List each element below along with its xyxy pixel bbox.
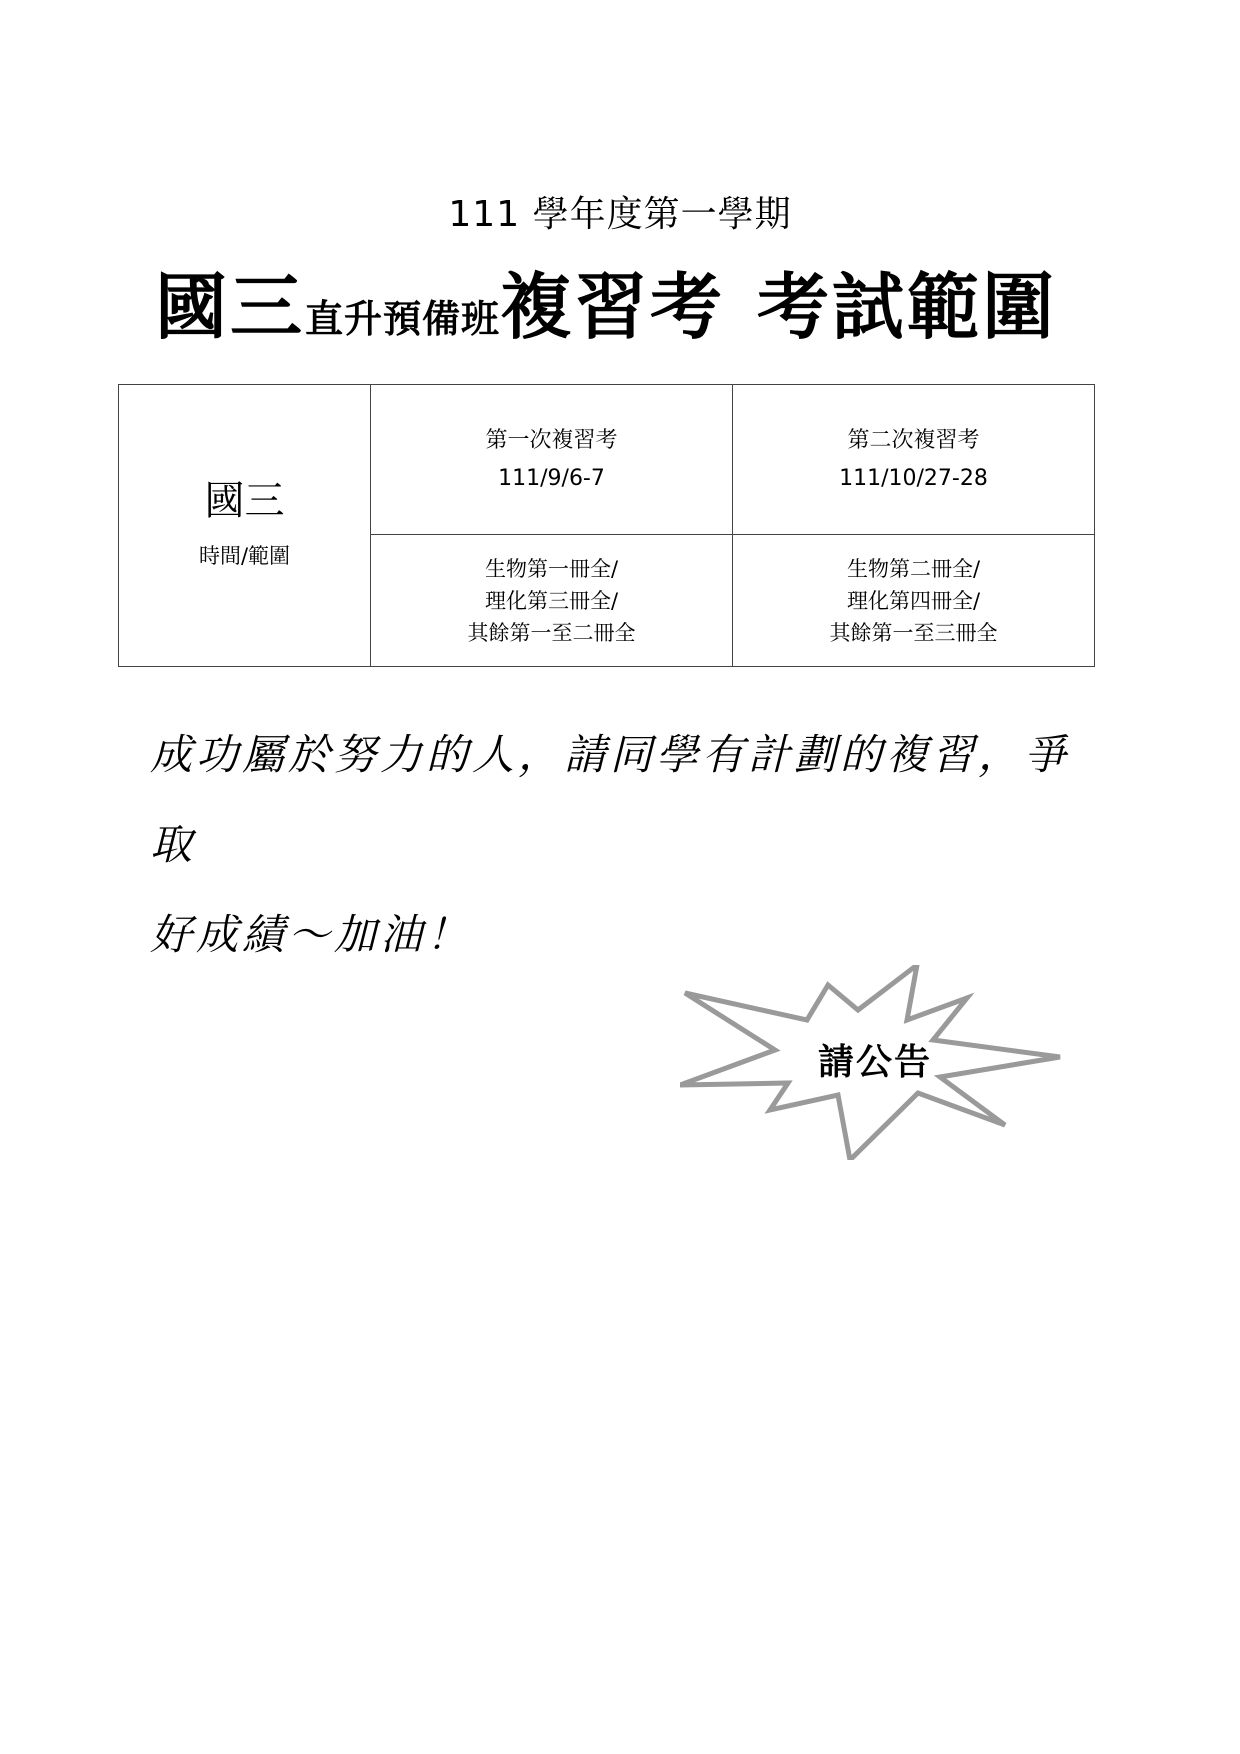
page-title — [155, 262, 1085, 352]
exam-2-name: 第二次複習考 — [847, 427, 980, 453]
message-line-1: 成功屬於努力的人，請同學有計劃的複習，爭取 — [150, 730, 1071, 869]
exam-1-name: 第一次複習考 — [485, 427, 618, 453]
encouragement-message — [150, 710, 1110, 980]
exam-1-scope-others: 其餘第一至二冊全 — [467, 620, 636, 645]
badge-label: 請公告 — [817, 1042, 932, 1083]
exam-2-date: 111/10/27-28 — [839, 465, 988, 491]
row-label-cell — [119, 385, 371, 667]
exam-2-scope-biology: 生物第二冊全/ — [846, 556, 981, 581]
title-exam-scope: 考試範圍 — [757, 265, 1058, 349]
title-grade: 國三 — [155, 265, 306, 349]
exam-2-header-cell — [733, 385, 1095, 535]
announcement-badge — [680, 965, 1070, 1160]
exam-1-scope-biology: 生物第一冊全/ — [484, 556, 619, 581]
exam-1-scope-physics: 理化第三冊全/ — [484, 588, 619, 613]
exam-1-header-cell — [371, 385, 733, 535]
exam-1-scope-cell — [371, 535, 733, 667]
exam-range-table — [118, 384, 1095, 667]
title-review-exam: 複習考 — [500, 265, 726, 349]
semester-subtitle: 111 學年度第一學期 — [448, 194, 792, 235]
exam-1-date: 111/9/6-7 — [498, 465, 605, 491]
exam-2-scope-physics: 理化第四冊全/ — [846, 588, 981, 613]
grade-label: 國三 — [204, 477, 285, 524]
message-line-2: 好成績～加油！ — [150, 910, 473, 959]
table-row — [119, 385, 1095, 535]
exam-2-scope-cell — [733, 535, 1095, 667]
exam-2-scope-others: 其餘第一至三冊全 — [829, 620, 998, 645]
time-range-label: 時間/範圍 — [198, 543, 291, 568]
title-class: 直升預備班 — [305, 297, 501, 341]
